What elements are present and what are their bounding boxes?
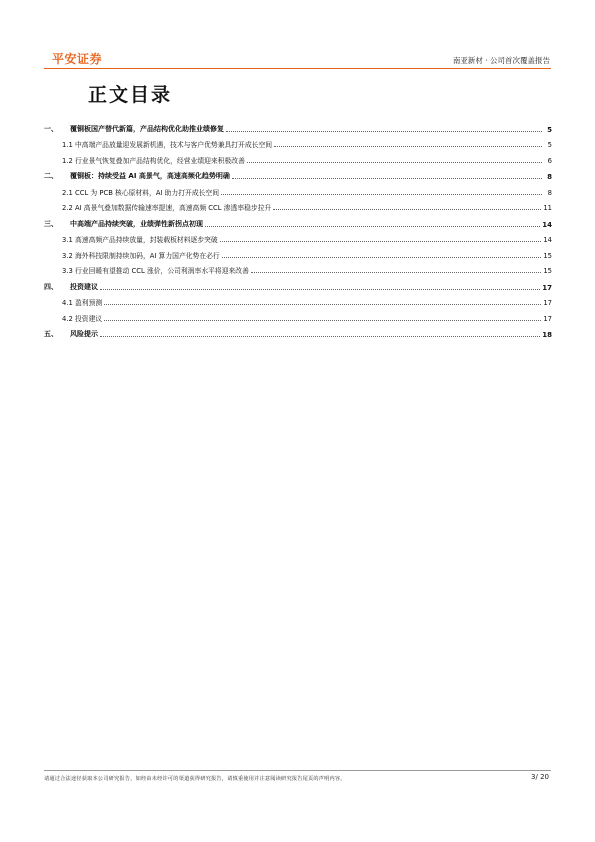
toc-entry-2[interactable] xyxy=(44,165,552,182)
toc-page-number: 5 xyxy=(547,141,552,149)
toc-title: 2.1 CCL 为 PCB 核心原材料，AI 助力打开成长空间 xyxy=(62,188,220,197)
toc-page-number: 15 xyxy=(543,267,552,275)
dot-leader xyxy=(251,272,541,273)
toc-page-number: 14 xyxy=(543,236,552,244)
toc-page-number: 14 xyxy=(542,220,552,229)
dot-leader xyxy=(104,304,541,305)
toc-page-number: 18 xyxy=(542,331,552,339)
toc-title: 风险提示 xyxy=(70,330,98,338)
dot-leader xyxy=(247,162,542,163)
toc-number: 二、 xyxy=(44,172,58,180)
toc-title: 中高端产品持续突破，业绩弹性新拐点初现 xyxy=(70,219,203,228)
dot-leader xyxy=(222,257,542,258)
toc-title: 4.2 投资建议 xyxy=(62,314,103,323)
toc-title: 覆铜板：持续受益 AI 高景气，高速高频化趋势明确 xyxy=(70,172,230,180)
toc-page-number: 15 xyxy=(543,251,552,260)
toc-entry-3-2[interactable] xyxy=(44,244,552,260)
footer-disclaimer: 请通过合法途径获取本公司研究报告，如经由未经许可的渠道获得研究报告，请慎重使用并注意阅读研究报告尾页的声明内容。 xyxy=(44,776,346,782)
toc-title: 4.1 盈利预测 xyxy=(62,299,103,307)
table-of-contents xyxy=(44,117,552,339)
toc-entry-1-2[interactable] xyxy=(44,149,552,165)
toc-title: 2.2 AI 高景气叠加数据传输速率提速，高速高频 CCL 渗透率稳步拉升 xyxy=(62,204,272,212)
toc-number: 一、 xyxy=(44,124,58,133)
page-number: 3/ 20 xyxy=(531,773,549,781)
dot-leader xyxy=(274,146,542,147)
toc-page-number: 8 xyxy=(547,188,552,197)
toc-entry-1-1[interactable] xyxy=(44,134,552,150)
toc-title: 3.3 行业回暖有望推动 CCL 涨价，公司利润率水平将迎来改善 xyxy=(62,267,249,275)
toc-entry-3[interactable] xyxy=(44,212,552,229)
company-logo: 平安证券 xyxy=(52,52,103,66)
toc-entry-3-1[interactable] xyxy=(44,229,552,245)
toc-number: 五、 xyxy=(44,330,58,338)
toc-entry-4-1[interactable] xyxy=(44,292,552,308)
toc-page-number: 6 xyxy=(547,156,552,165)
toc-title: 1.2 行业景气恢复叠加产品结构优化，经营业绩迎来积极改善 xyxy=(62,156,245,165)
toc-page-number: 17 xyxy=(543,314,552,323)
header-divider xyxy=(44,68,551,69)
toc-page-number: 17 xyxy=(543,299,552,307)
toc-number: 三、 xyxy=(44,219,58,228)
toc-entry-3-3[interactable] xyxy=(44,260,552,276)
toc-entry-2-2[interactable] xyxy=(44,197,552,213)
dot-leader xyxy=(221,194,542,195)
toc-number: 四、 xyxy=(44,282,58,291)
dot-leader xyxy=(273,209,541,210)
toc-entry-4-2[interactable] xyxy=(44,307,552,323)
toc-page-number: 5 xyxy=(547,125,552,134)
dot-leader xyxy=(232,178,542,179)
toc-title: 1.1 中高端产品放量迎发展新机遇，技术与客户优势兼具打开成长空间 xyxy=(62,141,273,149)
toc-entry-5[interactable] xyxy=(44,323,552,340)
toc-entry-1[interactable] xyxy=(44,117,552,134)
dot-leader xyxy=(100,289,540,290)
toc-entry-2-1[interactable] xyxy=(44,181,552,197)
dot-leader xyxy=(205,226,540,227)
dot-leader xyxy=(100,336,540,337)
toc-title: 3.1 高速高频产品持续放量，封装载板材料逐步突破 xyxy=(62,236,218,244)
toc-page-number: 17 xyxy=(542,283,552,292)
toc-title: 覆铜板国产替代新篇，产品结构优化助推业绩修复 xyxy=(70,124,224,133)
dot-leader xyxy=(104,320,541,321)
footer-divider xyxy=(44,770,551,771)
toc-entry-4[interactable] xyxy=(44,275,552,292)
report-tag: 南亚新材 · 公司首次覆盖报告 xyxy=(452,56,550,65)
page-title: 正文目录 xyxy=(88,84,173,106)
toc-page-number: 11 xyxy=(543,204,552,212)
toc-title: 3.2 海外科技限制持续加码，AI 算力国产化势在必行 xyxy=(62,251,220,260)
dot-leader xyxy=(226,131,542,132)
toc-title: 投资建议 xyxy=(70,282,98,291)
dot-leader xyxy=(220,241,542,242)
toc-page-number: 8 xyxy=(547,173,552,181)
